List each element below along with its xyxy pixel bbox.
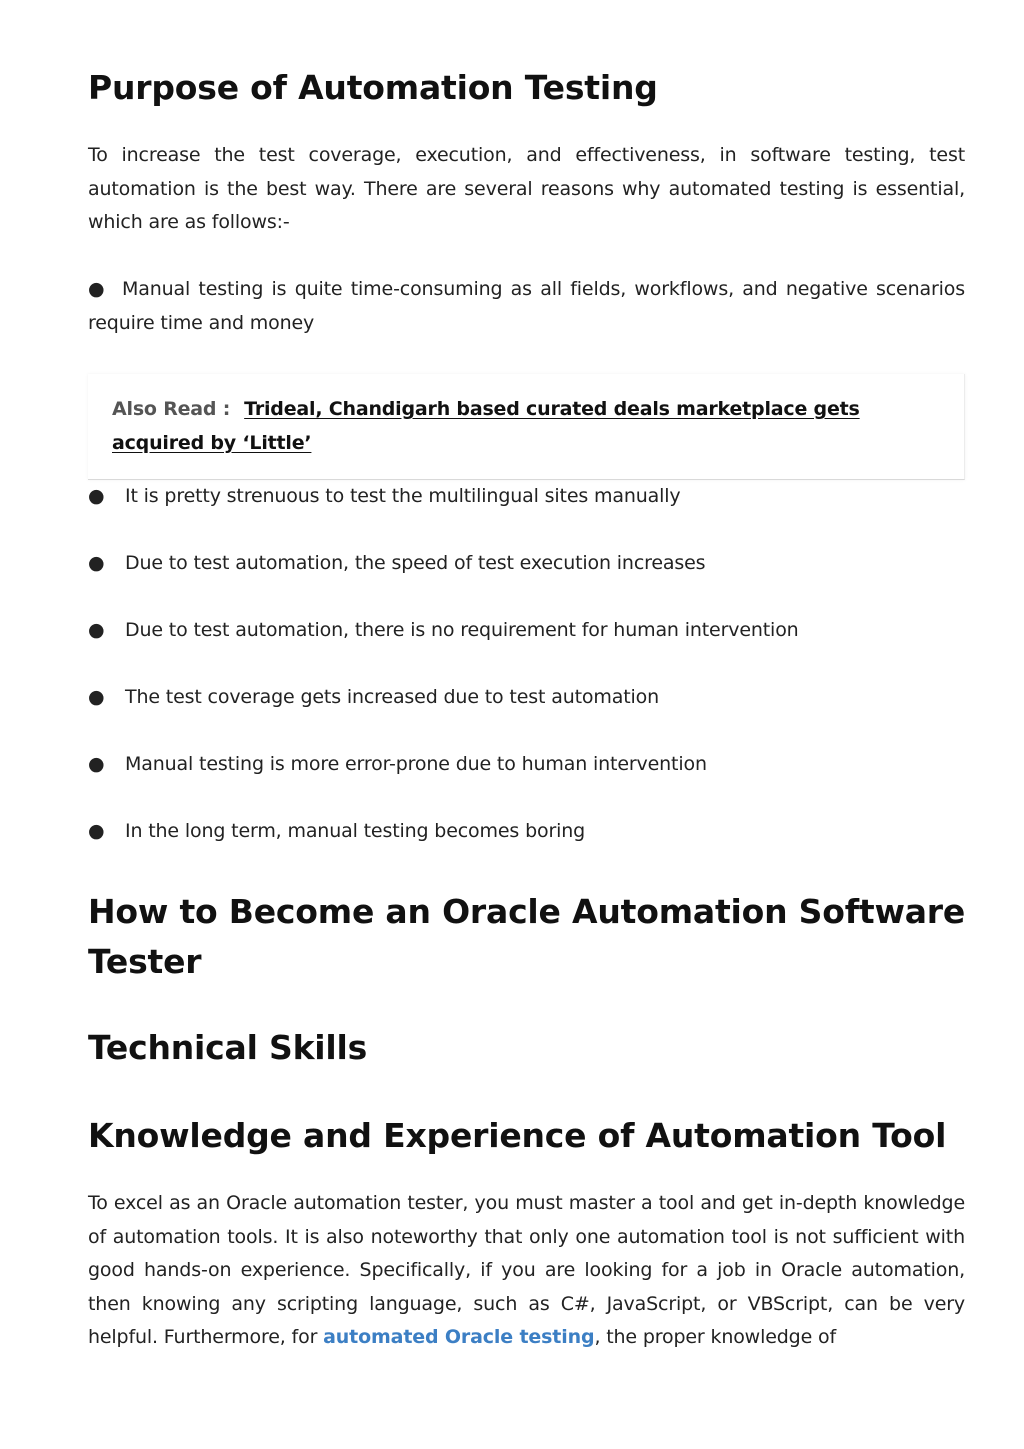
list-item-text: The test coverage gets increased due to test automation bbox=[125, 686, 660, 708]
list-item bbox=[88, 814, 965, 881]
list-item bbox=[88, 680, 965, 747]
bullet-dot-icon: ● bbox=[88, 820, 105, 842]
heading-technical-skills: Technical Skills bbox=[88, 1028, 368, 1067]
bullet-dot-icon: ● bbox=[88, 552, 105, 574]
also-read-link[interactable]: Trideal, Chandigarh based curated deals marketplace gets acquired by ‘Little’ bbox=[112, 398, 860, 454]
paragraph-text-after-link: , the proper knowledge of bbox=[594, 1326, 837, 1349]
list-item bbox=[88, 613, 965, 680]
knowledge-paragraph bbox=[88, 1187, 965, 1355]
list-item-text: Due to test automation, the speed of test execution increases bbox=[125, 552, 706, 574]
heading-knowledge-experience: Knowledge and Experience of Automation Tool bbox=[88, 1116, 947, 1155]
automated-oracle-testing-link[interactable]: automated Oracle testing bbox=[323, 1326, 595, 1349]
list-item-text: Manual testing is more error-prone due to human intervention bbox=[125, 753, 707, 775]
also-read-label: Also Read : bbox=[112, 398, 231, 420]
bullet-dot-icon: ● bbox=[88, 278, 105, 300]
bullet-list bbox=[88, 479, 965, 881]
heading-purpose-of-automation-testing: Purpose of Automation Testing bbox=[88, 68, 658, 107]
list-item bbox=[88, 546, 965, 613]
list-item-text: Due to test automation, there is no requirement for human intervention bbox=[125, 619, 799, 641]
bullet-dot-icon: ● bbox=[88, 619, 105, 641]
bullet-dot-icon: ● bbox=[88, 485, 105, 507]
list-item-text: In the long term, manual testing becomes boring bbox=[125, 820, 586, 842]
bullet-text: Manual testing is quite time-consuming as all fields, workflows, and negative scenarios require time and money bbox=[88, 278, 965, 334]
bullet-item-manual-testing-time bbox=[88, 273, 965, 340]
bullet-dot-icon: ● bbox=[88, 686, 105, 708]
bullet-dot-icon: ● bbox=[88, 753, 105, 775]
heading-how-to-become-tester: How to Become an Oracle Automation Software Tester bbox=[88, 892, 966, 981]
list-item-text: It is pretty strenuous to test the multilingual sites manually bbox=[125, 485, 681, 507]
list-item bbox=[88, 747, 965, 814]
paragraph-text-before-link: To excel as an Oracle automation tester, you must master a tool and get in-depth knowledge of automation tools. It is also noteworthy that only one automation tool is not sufficient with good hands-on experience. Specifically, if you are looking for a job in Oracle automation, then knowing any scripting language, such as C#, JavaScript, or VBScript, can be very helpful. Furthermore, for bbox=[88, 1192, 965, 1349]
also-read-content bbox=[112, 392, 912, 460]
list-item bbox=[88, 479, 965, 546]
intro-paragraph: To increase the test coverage, execution, and effectiveness, in software testing, test automation is the best way. There are several reasons why automated testing is essential, which are as follows:- bbox=[88, 144, 965, 234]
also-read-box bbox=[88, 374, 965, 480]
